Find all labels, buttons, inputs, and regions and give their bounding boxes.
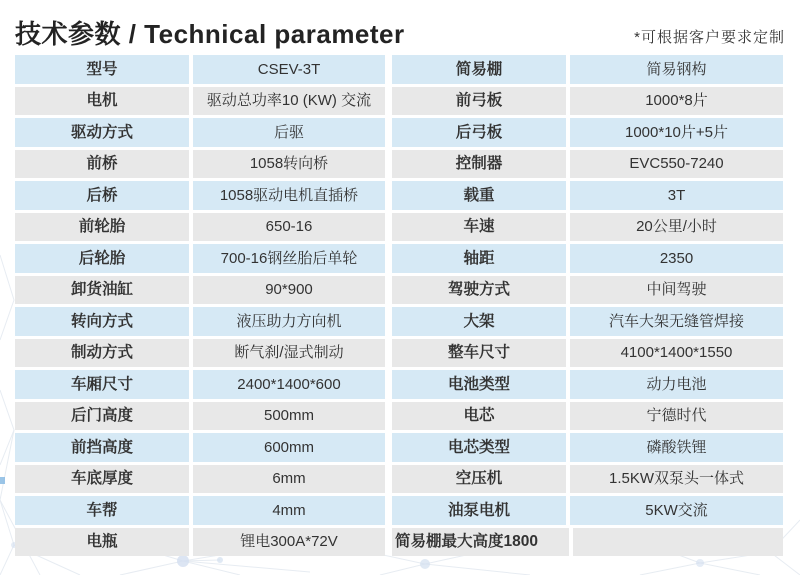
table-row: [15, 55, 385, 84]
param-label: 驱动方式: [15, 118, 189, 147]
param-value: 3T: [570, 181, 783, 210]
table-row: [15, 307, 385, 336]
table-row: [15, 370, 385, 399]
param-value: 6mm: [193, 465, 385, 494]
table-row: [15, 339, 385, 368]
param-label: 电瓶: [15, 528, 189, 557]
customization-note: *可根据客户要求定制: [634, 29, 785, 46]
param-label: 电芯: [392, 402, 566, 431]
table-row: [392, 55, 783, 84]
table-row: [392, 402, 783, 431]
table-row: [392, 244, 783, 273]
param-value: 驱动总功率10 (KW) 交流: [193, 87, 385, 116]
param-label: 驾驶方式: [392, 276, 566, 305]
page-header: [15, 6, 785, 50]
table-row: [15, 213, 385, 242]
param-label: 轴距: [392, 244, 566, 273]
param-label: 油泵电机: [392, 496, 566, 525]
table-row: [392, 496, 783, 525]
table-row: [392, 150, 783, 179]
param-value: 500mm: [193, 402, 385, 431]
param-value: 5KW交流: [570, 496, 783, 525]
param-label: 电机: [15, 87, 189, 116]
param-value: 磷酸铁锂: [570, 433, 783, 462]
param-value: 简易钢构: [570, 55, 783, 84]
param-label: 前弓板: [392, 87, 566, 116]
table-row: [15, 465, 385, 494]
table-row: [15, 244, 385, 273]
param-label: 车厢尺寸: [15, 370, 189, 399]
table-row: [392, 307, 783, 336]
table-row: [392, 276, 783, 305]
table-row: [15, 496, 385, 525]
table-row: [15, 118, 385, 147]
param-value: 宁德时代: [570, 402, 783, 431]
table-row: [392, 528, 783, 557]
param-value: 断气刹/湿式制动: [193, 339, 385, 368]
param-value: 4mm: [193, 496, 385, 525]
param-value: 650-16: [193, 213, 385, 242]
param-value: 锂电300A*72V: [193, 528, 385, 557]
param-value: 1058转向桥: [193, 150, 385, 179]
param-value: 2400*1400*600: [193, 370, 385, 399]
param-label: 大架: [392, 307, 566, 336]
table-row: [15, 433, 385, 462]
param-value: 1000*8片: [570, 87, 783, 116]
right-table: [392, 55, 783, 556]
param-value: 1000*10片+5片: [570, 118, 783, 147]
param-label: 车帮: [15, 496, 189, 525]
param-value: 700-16钢丝胎后单轮: [193, 244, 385, 273]
param-label: 简易棚最大高度1800: [392, 528, 569, 557]
table-row: [392, 339, 783, 368]
param-value: EVC550-7240: [570, 150, 783, 179]
param-label: 后门高度: [15, 402, 189, 431]
table-row: [15, 528, 385, 557]
table-row: [392, 433, 783, 462]
param-label: 前桥: [15, 150, 189, 179]
param-label: 后轮胎: [15, 244, 189, 273]
param-label: 整车尺寸: [392, 339, 566, 368]
param-value: 液压助力方向机: [193, 307, 385, 336]
param-label: 前轮胎: [15, 213, 189, 242]
page-title: 技术参数 / Technical parameter: [15, 18, 405, 49]
param-label: 车底厚度: [15, 465, 189, 494]
table-row: [392, 213, 783, 242]
table-row: [392, 118, 783, 147]
param-value: 1058驱动电机直插桥: [193, 181, 385, 210]
param-value: 20公里/小时: [570, 213, 783, 242]
param-label: 车速: [392, 213, 566, 242]
param-label: 型号: [15, 55, 189, 84]
param-label: 简易棚: [392, 55, 566, 84]
param-label: 后弓板: [392, 118, 566, 147]
table-row: [392, 370, 783, 399]
param-value: CSEV-3T: [193, 55, 385, 84]
param-label: 电芯类型: [392, 433, 566, 462]
left-table: [15, 55, 385, 556]
param-label: 后桥: [15, 181, 189, 210]
table-row: [15, 181, 385, 210]
table-row: [15, 150, 385, 179]
table-row: [15, 87, 385, 116]
table-row: [15, 402, 385, 431]
table-row: [392, 87, 783, 116]
table-row: [15, 276, 385, 305]
param-value: 中间驾驶: [570, 276, 783, 305]
table-row: [392, 465, 783, 494]
param-value: 1.5KW双泵头一体式: [570, 465, 783, 494]
param-label: 空压机: [392, 465, 566, 494]
param-label: 控制器: [392, 150, 566, 179]
param-value: 600mm: [193, 433, 385, 462]
table-row: [392, 181, 783, 210]
param-value: 90*900: [193, 276, 385, 305]
param-value: 汽车大架无缝管焊接: [570, 307, 783, 336]
param-label: 载重: [392, 181, 566, 210]
param-value: 动力电池: [570, 370, 783, 399]
param-label: 转向方式: [15, 307, 189, 336]
param-value: 2350: [570, 244, 783, 273]
param-label: 卸货油缸: [15, 276, 189, 305]
spec-tables: [15, 55, 783, 556]
param-label: 前挡高度: [15, 433, 189, 462]
param-label: 电池类型: [392, 370, 566, 399]
param-label: 制动方式: [15, 339, 189, 368]
param-value: [573, 528, 783, 557]
param-value: 后驱: [193, 118, 385, 147]
param-value: 4100*1400*1550: [570, 339, 783, 368]
